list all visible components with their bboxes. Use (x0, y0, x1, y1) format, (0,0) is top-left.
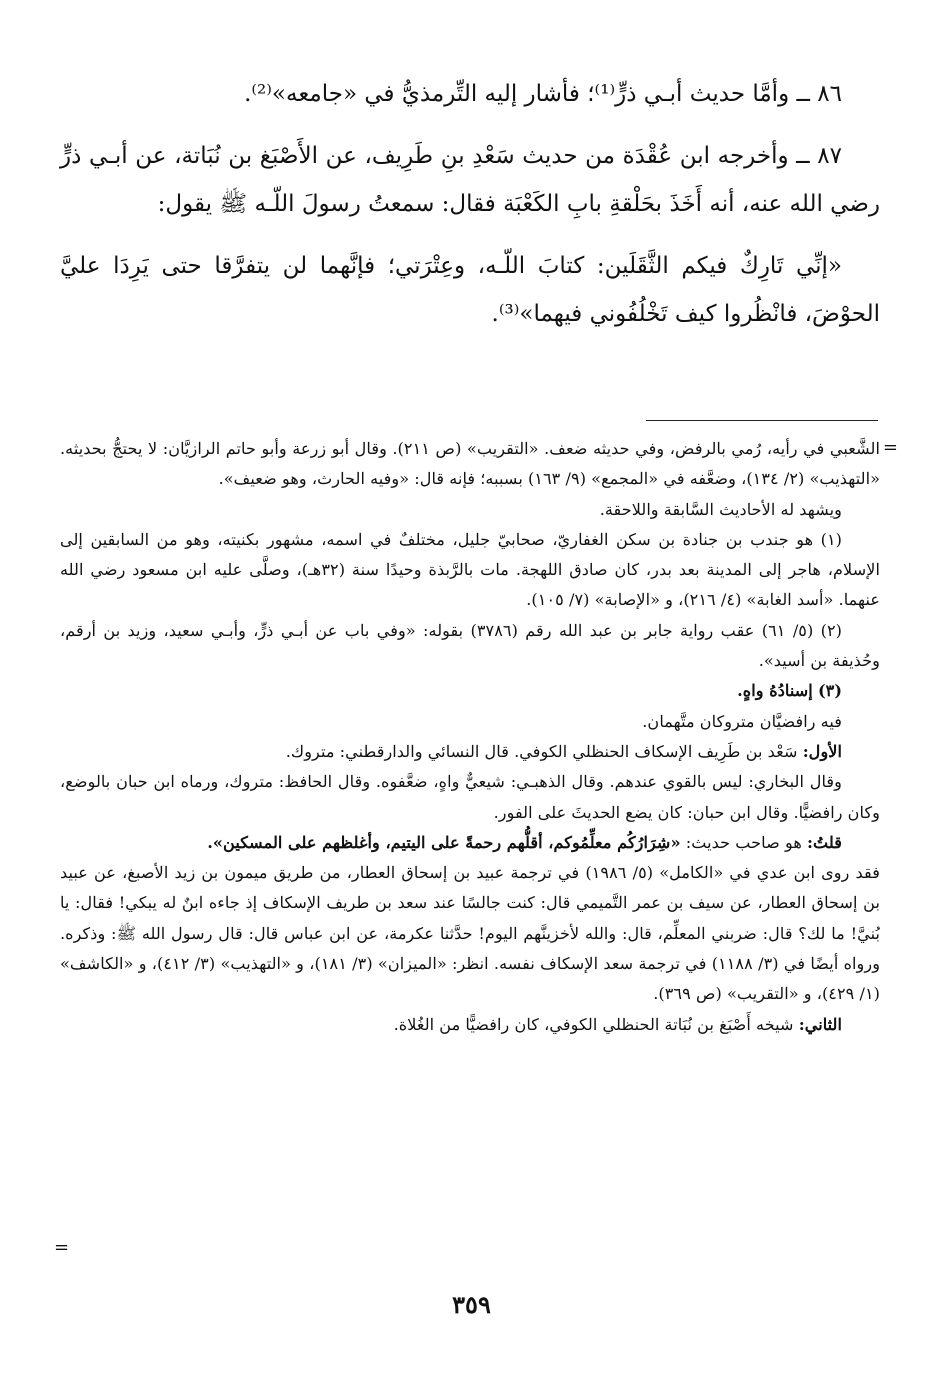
paragraph-87: ٨٧ ــ وأخرجه ابن عُقْدَة من حديث سَعْدِ بنِ طَرِيف، عن الأَصْبَغ بن نُبَاتة، عن أبـي ذرٍّ رضي الله عنه، أنه أَخَذَ بحَلْقةِ بابِ الكَعْبَة فقال: سمعتُ رسولَ اللّـه ﷺ يقول: (60, 143, 880, 217)
footnote-3-qult (60, 828, 880, 858)
footnotes (60, 434, 880, 1040)
qult-label: قلتُ: (807, 832, 842, 852)
footnote-continued: الشَّعبي في رأيه، رُمي بالرفض، وفي حديثه ضعف. «التقريب» (ص ٢١١). وقال أبو زرعة وأبو حاتم الرازيَّان: لا يحتجُّ بحديثه. «التهذيب» (٢/ ١٣٤)، وضعَّفه في «المجمع» (٩/ ١٦٣) بسببه؛ فإنه قال: «وفيه الحارث، وهو ضعيف». (60, 439, 880, 489)
footnote-3-intro: فيه رافضيَّان متروكان متَّهمان. (642, 711, 842, 731)
footnote-separator (646, 420, 878, 421)
footnote-witness: ويشهد له الأحاديث السَّابقة واللاحقة. (599, 499, 842, 519)
footnote-3-second (60, 1010, 880, 1040)
first-text: سَعْد بن طَرِيف الإسكاف الحنظلي الكوفي. قال النسائي والدارقطني: متروك. (285, 741, 798, 761)
footnote-3-title: إسنادُهُ واهٍ. (737, 681, 813, 701)
footnote-2: (٢) (٥/ ٦١) عقب رواية جابر بن عبد الله رقم (٣٧٨٦) بقوله: «وفي باب عن أبـي ذرٍّ، وأبـي سعيد، وزيد بن أرقم، وحُذيفة بن أسيد». (60, 620, 880, 671)
footnote-3-heading (60, 676, 880, 706)
footnote-3-bukhari: وقال البخاري: ليس بالقوي عندهم. وقال الذهبـي: شيعيٌّ واهٍ، ضعَّفوه. وقال الحافظ: متروك، ورماه ابن حبان بالوضع، وكان رافضيًّا. وقال ابن حبان: كان يضع الحديثَ على الفور. (60, 772, 880, 822)
continuation-marker-top: = (882, 437, 898, 458)
qult-quote: «شِرَارُكُم معلِّمُوكم، أقلُّهم رحمةً على اليتيم، وأغلظهم على المسكين». (207, 832, 681, 852)
second-text: شيخه أَصْبَغ بن نُبَاتة الحنظلي الكوفي، كان رافضيًّا من الغُلاة. (393, 1014, 794, 1034)
qult-pre: هو صاحب حديث: (685, 832, 802, 852)
page-number: ٣٥٩ (452, 1290, 491, 1319)
continuation-marker-bottom: = (54, 1237, 70, 1258)
footnote-3-number: (٣) (817, 681, 842, 701)
footnote-3-first (60, 737, 880, 767)
second-label: الثاني: (798, 1014, 842, 1034)
paragraph-86: ٨٦ ــ وأمَّا حديث أبـي ذرٍّ⁽¹⁾؛ فأشار إليه التِّرمذيُّ في «جامعه»⁽²⁾. (244, 81, 842, 107)
main-text (60, 70, 880, 352)
first-label: الأول: (802, 741, 842, 761)
footnote-1: (١) هو جندب بن جنادة بن سكن الغفاريّ، صحابيّ جليل، مختلفٌ في اسمه، مشهور بكنيته، وهو من السابقين إلى الإسلام، هاجر إلى المدينة بعد بدر، كان صادق اللهجة. مات بالرَّبذة وحيدًا سنة (٣٢هـ)، وصلَّى عليه ابن مسعود رضي الله عنهما. «أسد الغابة» (٤/ ٢١٦)، و «الإصابة» (٧/ ١٠٥). (60, 529, 880, 610)
footnote-3-ibn-adi: فقد روى ابن عدي في «الكامل» (٥/ ١٩٨٦) في ترجمة عبيد بن إسحاق العطار، من طريق ميمون بن زيد الأصبغ، عن عبيد بن إسحاق العطار، عن سيف بن عمر التَّميمي قال: كنت جالسًا عند سعد بن طريف الإسكاف إذ جاءه ابنٌ له يبكي! فقال: يا بُنيَّ! ما لك؟ قال: ضربني المعلِّم، قال: والله لأخزينَّهم اليوم! حدَّثنا عكرمة، عن ابن عباس قال: قال رسول الله ﷺ: وذكره. ورواه أيضًا في (٣/ ١١٨٨) في ترجمة سعد الإسكاف نفسه. انظر: «الميزان» (٣/ ١٨١)، و «التهذيب» (٣/ ٤١٢)، و «الكاشف» (١/ ٤٢٩)، و «التقريب» (ص ٣٦٩). (60, 863, 881, 1004)
hadith-text: «إنِّي تَارِكٌ فيكم الثَّقَلَين: كتابَ اللّـه، وعِتْرَتي؛ فإنَّهما لن يتفرَّقا حتى يَرِدَا عليَّ الحوْضَ، فانْظُروا كيف تَخْلُفُوني فيهما»⁽³⁾. (60, 253, 880, 327)
